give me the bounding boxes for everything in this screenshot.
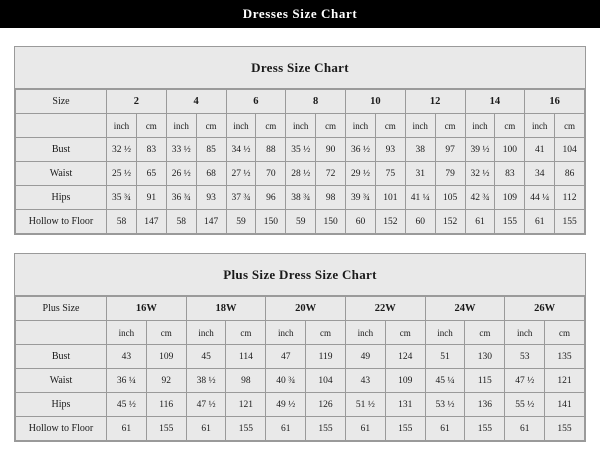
measurement-label: Bust [16, 345, 107, 369]
table-row [16, 162, 585, 186]
unit-header-cell: cm [306, 321, 346, 345]
size-header-cell: 16 [525, 90, 585, 114]
measurement-cell: 58 [107, 210, 137, 234]
unit-header-cell: cm [136, 114, 166, 138]
measurement-cell: 42 ¾ [465, 186, 495, 210]
table-row [16, 369, 585, 393]
dress-size-chart-title: Dress Size Chart [15, 47, 585, 89]
unit-header-cell: cm [316, 114, 346, 138]
unit-header-cell: inch [107, 321, 147, 345]
size-header-cell: 14 [465, 90, 525, 114]
measurement-cell: 155 [495, 210, 525, 234]
measurement-cell: 96 [256, 186, 286, 210]
measurement-cell: 109 [146, 345, 186, 369]
table-row [16, 393, 585, 417]
measurement-label: Hollow to Floor [16, 210, 107, 234]
measurement-cell: 93 [196, 186, 226, 210]
measurement-cell: 43 [345, 369, 385, 393]
measurement-cell: 155 [385, 417, 425, 441]
unit-header-cell: cm [545, 321, 585, 345]
measurement-cell: 72 [316, 162, 346, 186]
size-header-cell: 8 [286, 90, 346, 114]
size-header-row [16, 297, 585, 321]
measurement-cell: 60 [405, 210, 435, 234]
unit-header-cell: inch [465, 114, 495, 138]
size-header-cell: 4 [166, 90, 226, 114]
unit-header-cell: inch [266, 321, 306, 345]
table-row [16, 210, 585, 234]
measurement-cell: 155 [226, 417, 266, 441]
size-header-cell: 20W [266, 297, 346, 321]
measurement-cell: 59 [286, 210, 316, 234]
measurement-cell: 121 [226, 393, 266, 417]
measurement-cell: 135 [545, 345, 585, 369]
unit-header-cell: inch [345, 321, 385, 345]
measurement-cell: 32 ½ [465, 162, 495, 186]
measurement-cell: 83 [495, 162, 525, 186]
measurement-cell: 90 [316, 138, 346, 162]
dress-size-chart-body [16, 90, 585, 234]
measurement-cell: 58 [166, 210, 196, 234]
measurement-cell: 31 [405, 162, 435, 186]
measurement-cell: 116 [146, 393, 186, 417]
unit-header-cell: cm [435, 114, 465, 138]
measurement-cell: 112 [555, 186, 585, 210]
table-row [16, 417, 585, 441]
unit-header-cell: cm [385, 321, 425, 345]
measurement-cell: 109 [495, 186, 525, 210]
measurement-cell: 155 [146, 417, 186, 441]
unit-header-cell: inch [505, 321, 545, 345]
measurement-cell: 38 [405, 138, 435, 162]
measurement-cell: 91 [136, 186, 166, 210]
measurement-cell: 28 ½ [286, 162, 316, 186]
measurement-label: Hollow to Floor [16, 417, 107, 441]
measurement-cell: 61 [525, 210, 555, 234]
measurement-cell: 51 ½ [345, 393, 385, 417]
size-header-label: Plus Size [16, 297, 107, 321]
plus-size-dress-chart-title: Plus Size Dress Size Chart [15, 254, 585, 296]
measurement-cell: 130 [465, 345, 505, 369]
measurement-cell: 36 ½ [346, 138, 376, 162]
plus-size-dress-chart-block [14, 253, 586, 442]
measurement-cell: 49 [345, 345, 385, 369]
table-row [16, 138, 585, 162]
measurement-cell: 34 [525, 162, 555, 186]
table-row [16, 345, 585, 369]
measurement-cell: 131 [385, 393, 425, 417]
unit-header-row [16, 321, 585, 345]
measurement-cell: 38 ¾ [286, 186, 316, 210]
measurement-cell: 51 [425, 345, 465, 369]
unit-header-cell: cm [375, 114, 405, 138]
measurement-cell: 86 [555, 162, 585, 186]
measurement-cell: 141 [545, 393, 585, 417]
measurement-cell: 104 [555, 138, 585, 162]
measurement-cell: 41 [525, 138, 555, 162]
measurement-cell: 53 [505, 345, 545, 369]
measurement-cell: 88 [256, 138, 286, 162]
measurement-cell: 27 ½ [226, 162, 256, 186]
size-header-cell: 18W [186, 297, 266, 321]
measurement-label: Hips [16, 393, 107, 417]
measurement-cell: 65 [136, 162, 166, 186]
measurement-cell: 147 [196, 210, 226, 234]
measurement-cell: 45 [186, 345, 226, 369]
measurement-label: Waist [16, 162, 107, 186]
unit-header-row [16, 114, 585, 138]
dress-size-chart-table [15, 89, 585, 234]
measurement-cell: 155 [555, 210, 585, 234]
unit-header-cell: cm [146, 321, 186, 345]
size-header-row [16, 90, 585, 114]
measurement-cell: 47 ½ [505, 369, 545, 393]
unit-header-cell: inch [525, 114, 555, 138]
measurement-cell: 43 [107, 345, 147, 369]
measurement-cell: 155 [545, 417, 585, 441]
measurement-cell: 75 [375, 162, 405, 186]
measurement-cell: 61 [345, 417, 385, 441]
unit-header-cell: cm [256, 114, 286, 138]
unit-header-cell: cm [226, 321, 266, 345]
measurement-cell: 85 [196, 138, 226, 162]
measurement-cell: 136 [465, 393, 505, 417]
measurement-cell: 38 ½ [186, 369, 226, 393]
measurement-cell: 49 ½ [266, 393, 306, 417]
measurement-cell: 53 ½ [425, 393, 465, 417]
table-row [16, 186, 585, 210]
measurement-cell: 105 [435, 186, 465, 210]
measurement-cell: 121 [545, 369, 585, 393]
measurement-cell: 36 ¼ [107, 369, 147, 393]
size-header-cell: 16W [107, 297, 187, 321]
measurement-label: Bust [16, 138, 107, 162]
measurement-cell: 61 [505, 417, 545, 441]
measurement-cell: 83 [136, 138, 166, 162]
measurement-cell: 68 [196, 162, 226, 186]
size-header-cell: 22W [345, 297, 425, 321]
measurement-cell: 60 [346, 210, 376, 234]
measurement-cell: 61 [266, 417, 306, 441]
measurement-label: Hips [16, 186, 107, 210]
measurement-cell: 35 ½ [286, 138, 316, 162]
measurement-cell: 124 [385, 345, 425, 369]
measurement-cell: 32 ½ [107, 138, 137, 162]
unit-header-spacer [16, 321, 107, 345]
measurement-cell: 40 ¾ [266, 369, 306, 393]
measurement-cell: 47 ½ [186, 393, 226, 417]
measurement-cell: 152 [375, 210, 405, 234]
measurement-cell: 29 ½ [346, 162, 376, 186]
measurement-cell: 44 ¼ [525, 186, 555, 210]
measurement-cell: 114 [226, 345, 266, 369]
unit-header-cell: inch [226, 114, 256, 138]
unit-header-cell: inch [286, 114, 316, 138]
size-header-cell: 6 [226, 90, 286, 114]
measurement-cell: 119 [306, 345, 346, 369]
measurement-cell: 47 [266, 345, 306, 369]
measurement-cell: 70 [256, 162, 286, 186]
measurement-cell: 59 [226, 210, 256, 234]
measurement-cell: 37 ¾ [226, 186, 256, 210]
charts-container [14, 46, 586, 442]
size-header-cell: 2 [107, 90, 167, 114]
measurement-cell: 147 [136, 210, 166, 234]
measurement-cell: 97 [435, 138, 465, 162]
unit-header-cell: inch [405, 114, 435, 138]
measurement-cell: 115 [465, 369, 505, 393]
measurement-cell: 61 [107, 417, 147, 441]
unit-header-cell: cm [465, 321, 505, 345]
unit-header-cell: cm [555, 114, 585, 138]
measurement-cell: 150 [316, 210, 346, 234]
unit-header-cell: cm [196, 114, 226, 138]
measurement-cell: 109 [385, 369, 425, 393]
measurement-cell: 26 ½ [166, 162, 196, 186]
measurement-cell: 45 ¼ [425, 369, 465, 393]
unit-header-spacer [16, 114, 107, 138]
unit-header-cell: inch [346, 114, 376, 138]
measurement-cell: 61 [465, 210, 495, 234]
measurement-cell: 155 [465, 417, 505, 441]
measurement-cell: 39 ½ [465, 138, 495, 162]
measurement-cell: 35 ¾ [107, 186, 137, 210]
page-header-bar [0, 0, 600, 28]
plus-size-dress-chart-body [16, 297, 585, 441]
measurement-cell: 98 [316, 186, 346, 210]
measurement-cell: 98 [226, 369, 266, 393]
unit-header-cell: inch [166, 114, 196, 138]
unit-header-cell: cm [495, 114, 525, 138]
measurement-cell: 45 ½ [107, 393, 147, 417]
measurement-cell: 55 ½ [505, 393, 545, 417]
size-header-cell: 24W [425, 297, 505, 321]
measurement-cell: 93 [375, 138, 405, 162]
size-header-cell: 12 [405, 90, 465, 114]
size-header-cell: 26W [505, 297, 585, 321]
size-header-cell: 10 [346, 90, 406, 114]
measurement-cell: 152 [435, 210, 465, 234]
measurement-cell: 61 [425, 417, 465, 441]
measurement-cell: 33 ½ [166, 138, 196, 162]
measurement-cell: 101 [375, 186, 405, 210]
unit-header-cell: inch [425, 321, 465, 345]
size-header-label: Size [16, 90, 107, 114]
measurement-cell: 25 ½ [107, 162, 137, 186]
unit-header-cell: inch [186, 321, 226, 345]
measurement-cell: 150 [256, 210, 286, 234]
measurement-cell: 100 [495, 138, 525, 162]
measurement-cell: 126 [306, 393, 346, 417]
plus-size-dress-chart-table [15, 296, 585, 441]
unit-header-cell: inch [107, 114, 137, 138]
measurement-cell: 61 [186, 417, 226, 441]
measurement-cell: 155 [306, 417, 346, 441]
measurement-cell: 36 ¾ [166, 186, 196, 210]
measurement-cell: 92 [146, 369, 186, 393]
measurement-cell: 79 [435, 162, 465, 186]
measurement-cell: 39 ¾ [346, 186, 376, 210]
measurement-cell: 34 ½ [226, 138, 256, 162]
measurement-cell: 104 [306, 369, 346, 393]
dress-size-chart-block [14, 46, 586, 235]
page-title: Dresses Size Chart [242, 6, 358, 21]
measurement-label: Waist [16, 369, 107, 393]
measurement-cell: 41 ¼ [405, 186, 435, 210]
